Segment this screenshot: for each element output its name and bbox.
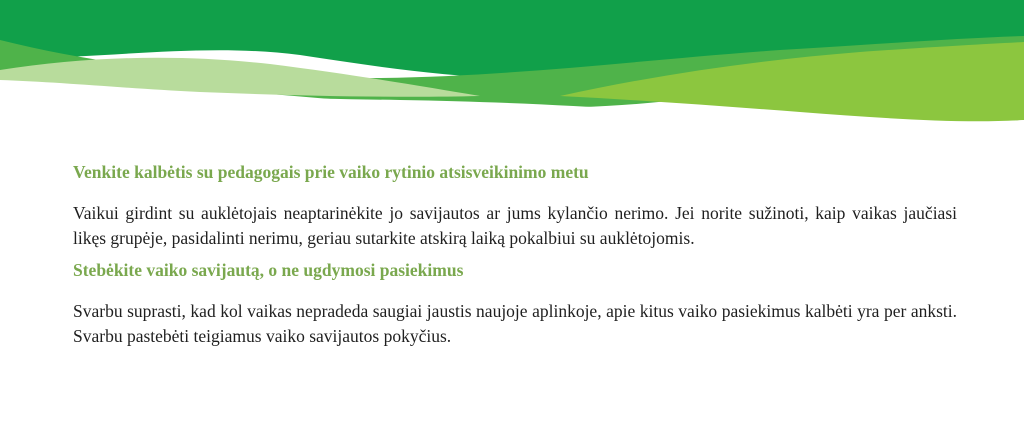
section-paragraph-1: Vaikui girdint su auklėtojais neaptarinėkite jo savijautos ar jums kylančio nerimo. Jei norite sužinoti, kaip vaikas jaučiasi likęs grupėje, pasidalinti nerimu, geriau sutarkite atskirą laiką pokalbiui su auklėtojomis. [73, 203, 957, 248]
section-heading-2: Stebėkite vaiko savijautą, o ne ugdymosi pasiekimus [73, 260, 464, 280]
section-paragraph-2: Svarbu suprasti, kad kol vaikas nepradeda saugiai jaustis naujoje aplinkoje, apie kitus vaiko pasiekimus kalbėti yra per anksti. Svarbu pastebėti teigiamus vaiko savijautos pokyčius. [73, 301, 957, 346]
section-heading-1: Venkite kalbėtis su pedagogais prie vaiko rytinio atsisveikinimo metu [73, 162, 589, 182]
content-body [73, 160, 957, 349]
green-wave-banner [0, 0, 1024, 140]
